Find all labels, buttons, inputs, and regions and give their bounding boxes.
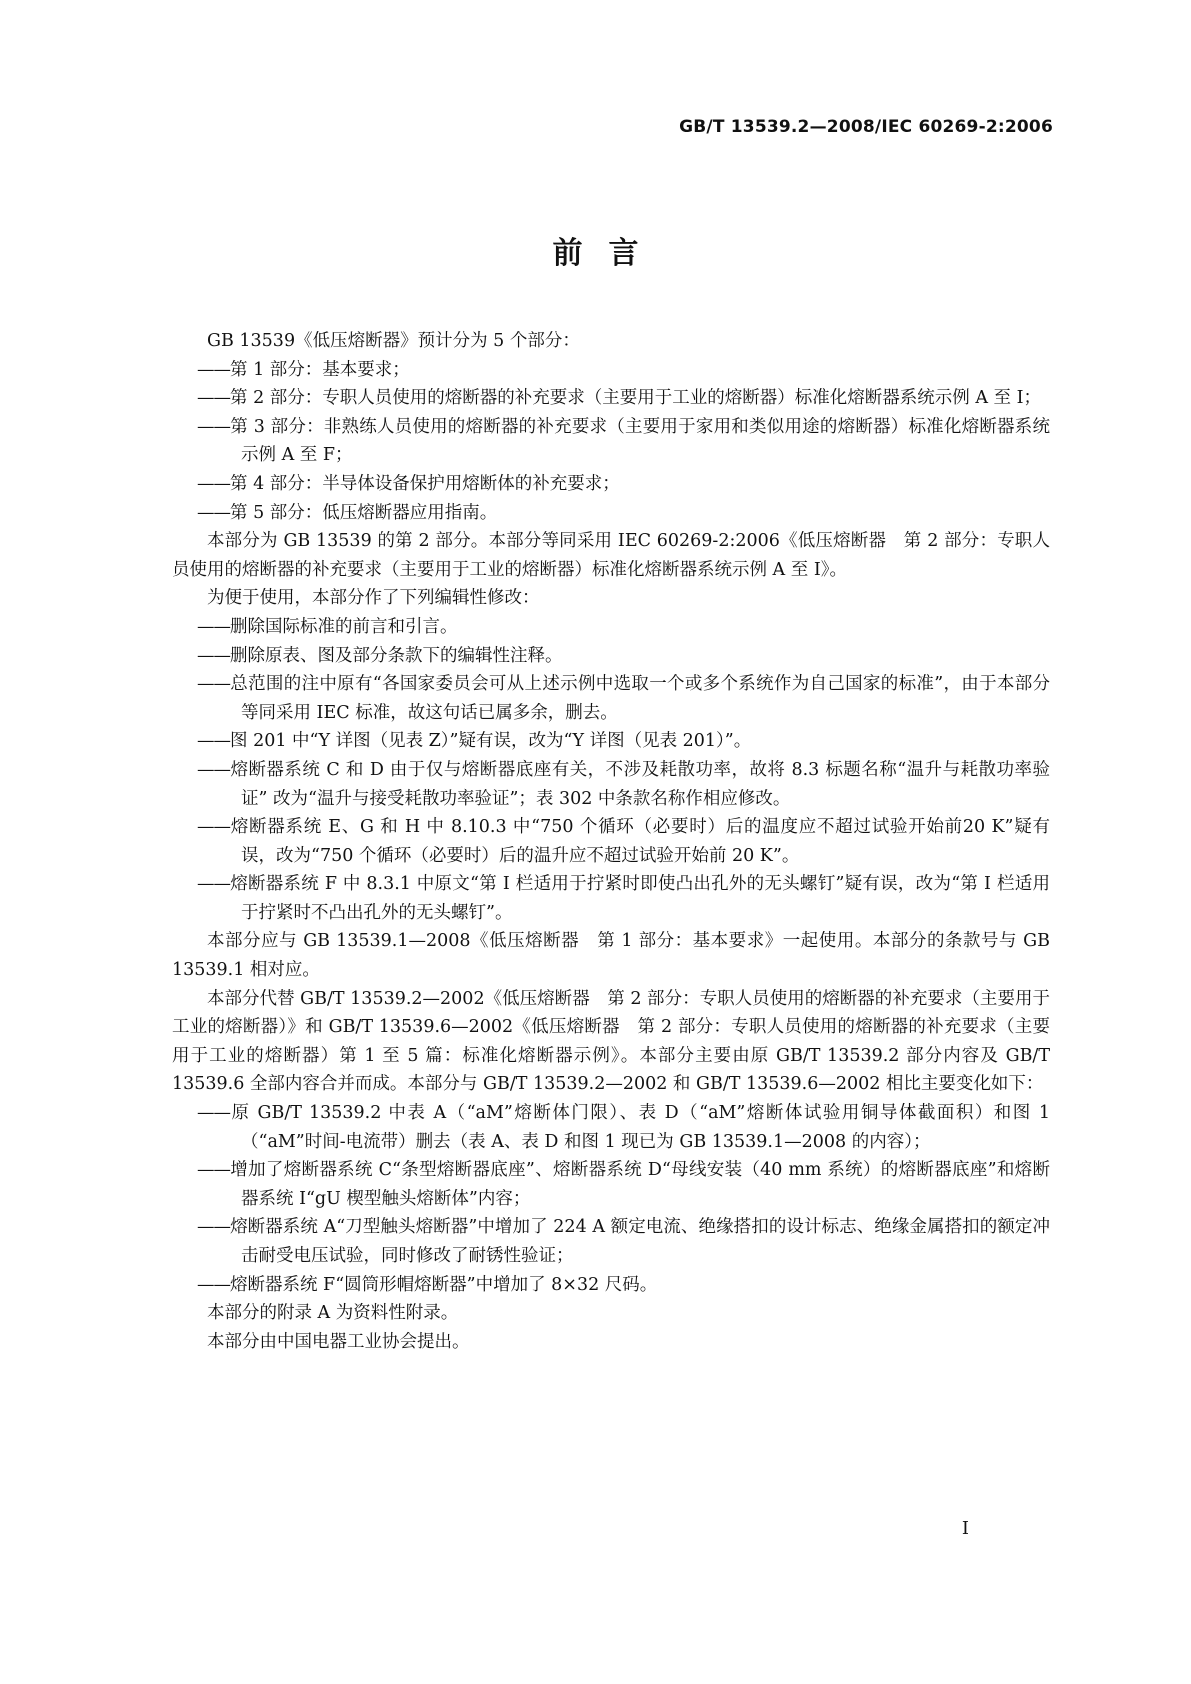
list-dash: —— [197,359,230,380]
page-header-standard-code: GB/T 13539.2—2008/IEC 60269-2:2006 [679,117,1053,137]
paragraph: 本部分为 GB 13539 的第 2 部分。本部分等同采用 IEC 60269-2:2006《低压熔断器 第 2 部分：专职人员使用的熔断器的补充要求（主要用于工业的熔断器）标准化熔断器系统示例 A 至 I》。 [172,531,1050,580]
page-number: I [961,1518,969,1539]
list-item [172,1156,1050,1213]
paragraph: 本部分的附录 A 为资料性附录。 [207,1303,459,1324]
list-item-text: 删除原表、图及部分条款下的编辑性注释。 [230,645,563,666]
list-dash: —— [197,759,230,780]
list-item-text: 原 GB/T 13539.2 中表 A（“aM”熔断体门限）、表 D（“aM”熔断体试验用铜导体截面积）和图 1（“aM”时间-电流带）删去（表 A、表 D 和图 1 现已为 GB 13539.1—2008 的内容）； [230,1103,1050,1152]
list-item-text: 图 201 中“Y 详图（见表 Z）”疑有误，改为“Y 详图（见表 201）”。 [230,731,752,752]
list-item [172,813,1050,870]
list-item [172,670,1050,727]
paragraph: 本部分由中国电器工业协会提出。 [207,1331,470,1352]
list-item [172,756,1050,813]
list-dash: —— [197,388,230,409]
list-dash: —— [197,645,230,666]
list-item-text: 熔断器系统 A“刀型触头熔断器”中增加了 224 A 额定电流、绝缘搭扣的设计标志、绝缘金属搭扣的额定冲击耐受电压试验，同时修改了耐锈性验证； [230,1217,1050,1266]
list-item-text: 熔断器系统 C 和 D 由于仅与熔断器底座有关，不涉及耗散功率，故将 8.3 标题名称“温升与耗散功率验证” 改为“温升与接受耗散功率验证”；表 302 中条款名称作相应修改。 [230,759,1050,809]
list-dash: —— [197,731,230,752]
list-item [172,870,1050,927]
list-item-text: 删除国际标准的前言和引言。 [230,616,458,637]
list-dash: —— [197,502,230,523]
list-dash: —— [197,1217,230,1238]
list-dash: —— [197,1160,230,1181]
list-item-text: 熔断器系统 F 中 8.3.1 中原文“第 Ⅰ 栏适用于拧紧时即使凸出孔外的无头螺钉”疑有误，改为“第 Ⅰ 栏适用于拧紧时不凸出孔外的无头螺钉”。 [230,874,1050,923]
list-item-text: 熔断器系统 E、G 和 H 中 8.10.3 中“750 个循环（必要时）后的温度应不超过试验开始前20 K”疑有误，改为“750 个循环（必要时）后的温升应不超过试验开始前 20 K”。 [230,817,1050,866]
list-item-text: 第 2 部分：专职人员使用的熔断器的补充要求（主要用于工业的熔断器）标准化熔断器系统示例 A 至 I； [230,388,1041,409]
list-item [172,1271,1050,1300]
list-item [172,499,1050,528]
list-item-text: 第 4 部分：半导体设备保护用熔断体的补充要求； [230,473,620,494]
list-item [172,642,1050,671]
page-title: 前言 [552,236,665,271]
list-item [172,413,1050,470]
list-item-text: 第 3 部分：非熟练人员使用的熔断器的补充要求（主要用于家用和类似用途的熔断器）标准化熔断器系统示例 A 至 F； [230,416,1050,466]
list-item [172,356,1050,385]
list-item-text: 熔断器系统 F“圆筒形帽熔断器”中增加了 8×32 尺码。 [230,1274,658,1295]
list-dash: —— [197,473,230,494]
list-item [172,1213,1050,1270]
list-dash: —— [197,874,230,895]
paragraph: GB 13539《低压熔断器》预计分为 5 个部分： [207,331,580,351]
list-item-text: 第 1 部分：基本要求； [230,359,410,380]
list-dash: —— [197,1103,230,1124]
list-item-text: 总范围的注中原有“各国家委员会可从上述示例中选取一个或多个系统作为自己国家的标准”，由于本部分等同采用 IEC 标准，故这句话已属多余，删去。 [230,674,1050,723]
list-dash: —— [197,1274,230,1295]
list-dash: —— [197,616,230,637]
list-item [172,613,1050,642]
list-dash: —— [197,416,230,437]
paragraph: 本部分代替 GB/T 13539.2—2002《低压熔断器 第 2 部分：专职人员使用的熔断器的补充要求（主要用于工业的熔断器）》和 GB/T 13539.6—2002《低压熔断器 第 2 部分：专职人员使用的熔断器的补充要求（主要用于工业的熔断器）第 1 至 5 篇：标准化熔断器示例》。本部分主要由原 GB/T 13539.2 部分内容及 GB/T 13539.6 全部内容合并而成。本部分与 GB/T 13539.2—2002 和 GB/T 13539.6—2002 相比主要变化如下： [172,988,1050,1095]
list-item [172,1099,1050,1156]
paragraph: 为便于使用，本部分作了下列编辑性修改： [207,588,540,609]
list-item-text: 增加了熔断器系统 C“条型熔断器底座”、熔断器系统 D“母线安装（40 mm 系统）的熔断器底座”和熔断器系统 I“gU 楔型触头熔断体”内容； [230,1160,1050,1209]
foreword-body [172,327,1050,1356]
paragraph: 本部分应与 GB 13539.1—2008《低压熔断器 第 1 部分：基本要求》一起使用。本部分的条款号与 GB 13539.1 相对应。 [172,931,1050,981]
list-dash: —— [197,817,230,838]
list-item [172,470,1050,499]
list-dash: —— [197,674,230,695]
list-item-text: 第 5 部分：低压熔断器应用指南。 [230,502,498,523]
list-item [172,727,1050,756]
list-item [172,384,1050,413]
